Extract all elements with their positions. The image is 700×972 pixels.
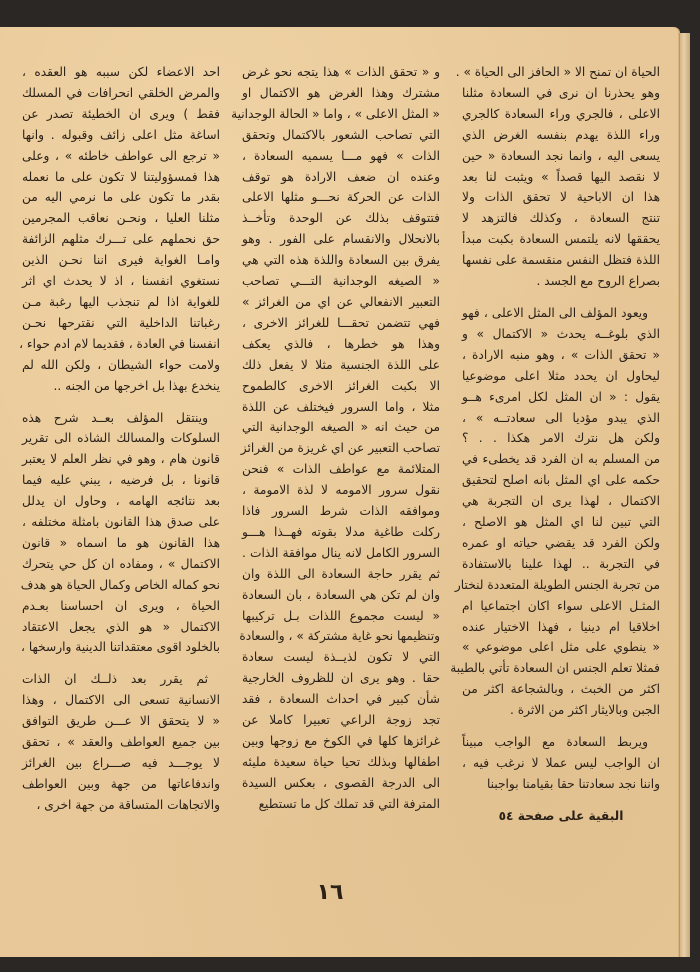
text-line: من تجربة الجنس الطويلة المتعددة لنختار — [454, 577, 660, 592]
text-line: شأن كبير في احداث السعادة ، فقد — [242, 692, 440, 707]
paragraph — [450, 303, 660, 721]
text-line: على اللذة الجنسية مثلا لا يفعل ذلك — [242, 357, 440, 372]
text-line: ويربط السعادة مع الواجب مبيناً — [462, 735, 648, 750]
text-line: وان لم تكن هي السعادة ، بان السعادة — [242, 587, 440, 602]
text-line: مثلا ، واما السرور فيختلف عن اللذة — [242, 399, 440, 414]
page-number: ١٦ — [316, 880, 344, 905]
text-line: الحياة ، ويرى ان احساسنا بعـدم — [22, 598, 220, 613]
text-line: وهذا هو خطرها ، فالذي يعكف — [242, 336, 440, 351]
text-line: « ينطوي على مثل اعلى موضوعي » — [462, 640, 660, 655]
text-line: والاتجاهات المتساقة من جهة اخرى ، — [36, 797, 220, 812]
text-line: من المسلم به ان الفرد قد يخطىء في — [462, 452, 660, 467]
text-line: السلوكات والمسالك الشاذه الى تقرير — [22, 431, 220, 446]
text-line: قانونا ، بل فرضيه ، يبني عليه فيما — [22, 473, 220, 488]
article-columns — [19, 62, 660, 827]
text-line: « المثل الاعلى » ، واما « الحالة الوجدانية — [231, 106, 440, 121]
text-line: فتتوقف بذلك عن الوحدة وتأخــذ — [242, 211, 440, 226]
text-line: يسعى اليه ، وانما نجد السعادة « حين — [462, 148, 660, 163]
text-line: بالانحلال والانقسام على الفور . وهو — [242, 232, 440, 247]
text-line: ثم يقرر حاجة السعادة الى اللذة وان — [242, 566, 440, 581]
text-line: ولامت حواء الشيطان ، ولكن الله لم — [22, 357, 220, 372]
text-line: اطفالها وبذلك تحيا حياة سعيدة مليئه — [242, 754, 440, 769]
paragraph — [22, 669, 220, 815]
paragraph — [455, 62, 660, 292]
text-line: الى الدرجة القصوى ، بعكس السيدة — [242, 775, 440, 790]
text-line: وتنظيمها نحو غاية مشتركة » ، والسعادة — [239, 629, 440, 644]
text-line: ثم يقرر بعد ذلــك ان الذات — [22, 672, 208, 687]
text-line: تجد زوجة الراعي تعبيرا كاملا عن — [242, 713, 440, 728]
text-line: هذا فمسؤوليتنا لا تكون على ما نعمله — [22, 169, 220, 184]
paragraph — [19, 62, 220, 397]
text-line: فهي تتضمن تحقـــا للغرائز الاخرى ، — [242, 315, 440, 330]
text-line: الا بكبت الغرائز الاخرى كالطموح — [242, 378, 440, 393]
text-line: التعبير الانفعالي عن اي من الغرائز » — [242, 294, 440, 309]
text-line: نقول سرور الامومه لا لذة الامومة ، — [242, 483, 440, 498]
text-line: الاعلى ، فالجري وراء السعادة كالجري — [462, 106, 660, 121]
text-line: واننا نجد سعادتنا حقا بقيامنا بواجبنا — [486, 776, 660, 791]
text-line: الذي يبدو مؤديا الى سعادتــه » ، — [462, 410, 660, 425]
paragraph — [462, 732, 660, 795]
text-line: ركلت طاغية مدلا بقوته فهــذا هـــو — [242, 524, 440, 539]
text-line: بالخلود اقوى معتقداتنا الدينية وارسخها ، — [21, 640, 220, 655]
text-line: واندفاعاتها من جهة وبين العواطف — [22, 776, 220, 791]
text-line: على صدق هذا القانون بامثلة مختلفه ، — [22, 515, 220, 530]
text-line: المترفة التي قد تملك كل ما تستطيع — [258, 796, 440, 811]
text-line: « ترجع الى عواطف خاطئه » ، وعلى — [22, 148, 220, 163]
text-line: نستغوي انفسنا ، اذ لا يحدث اي اثر — [22, 274, 220, 289]
text-line: لا يوجـــد فيه صـــراع بين الغرائز — [22, 756, 220, 770]
paragraph — [231, 62, 440, 815]
text-line: وامـا الغواية فيرى اننا نحـن الذين — [22, 253, 220, 268]
text-line: وموافقه الذات شرط السرور فاذا — [242, 504, 440, 519]
text-line: احد الاعضاء لكن سببه هو العقده ، — [22, 65, 220, 79]
text-line: الذي بلوغــه يحدث « الاكتمال » و — [462, 326, 660, 341]
column-middle — [231, 62, 440, 827]
text-line: قانون هام ، وهو في نظر العلم لا يعتبر — [22, 452, 220, 467]
text-line: بين جميع العواطف والعقد » ، تحقق — [22, 735, 220, 750]
text-line: و « تحقق الذات » هذا يتجه نحو غرض — [242, 65, 440, 79]
text-line: تنتج السعادة ، وكذلك فالتزهد لا — [462, 211, 660, 226]
text-line: « ليست مجموع اللذات بـل تركيبها — [242, 608, 440, 623]
text-line: وينتقل المؤلف بعــد شرح هذه — [22, 410, 208, 425]
column-left — [450, 62, 660, 827]
text-line: المثـل الاعلى سواء اكان اجتماعيا ام — [462, 598, 660, 613]
text-line: والمرض الخلقي انحرافات في المسلك — [22, 85, 220, 100]
text-line: رغباتنا الداخلية التي نقترحها نحـن — [22, 315, 220, 330]
text-line: مثلنا العليا ، ونحـن نعاقب المجرمين — [22, 211, 220, 226]
text-line: حقا . وهو يرى ان للظروف الخارجية — [242, 671, 440, 686]
page-stack-edge — [679, 33, 690, 957]
text-line: اخلاقيا ام دينيا ، فهذا الاختيار عنده — [462, 619, 660, 634]
text-line: التي تبين لنا اي المثل هو الاصلح ، — [462, 515, 660, 530]
text-line: وعنده ان ضعف الارادة هو توقف — [242, 169, 440, 184]
text-line: المتلائمة مع عواطف الذات » فنحن — [242, 462, 440, 477]
text-line: الذات عن الحركة نحـــو مثلها الاعلى — [242, 190, 440, 205]
column-right — [19, 62, 220, 827]
text-line: التي تصاحب الشعور بالاكتمال وتحقق — [242, 127, 440, 142]
text-line: بعد نتائجه الهامه ، وحاول ان يدلل — [22, 494, 220, 509]
text-line: يحققها لانه يلتمس السعادة بكبت مبدأ — [462, 232, 660, 247]
text-line: للغواية اذا لم تنجذب اليها رغبة مـن — [22, 294, 220, 309]
text-line: في التجربة .. لهذا علينا بالاستفادة — [462, 556, 660, 571]
text-line: ينخدع بهذا بل اخرجها من الجنه .. — [53, 378, 220, 393]
text-line: لا نقصد اليها قصداً » ويثبت لنا بعد — [462, 169, 660, 184]
text-line: الحياة ان تمنح الا « الحافز الى الحياة » . — [455, 65, 660, 79]
text-line: « تحقق الذات » ، وهو منبه الارادة ، — [462, 347, 660, 362]
text-line: الجبن وبالايثار اكثر من الاثرة . — [509, 703, 660, 718]
text-line: الاكتمال ، لهذا يرى ان التجربة هي — [462, 494, 660, 509]
text-line: بصراع الروح مع الجسد . — [536, 274, 660, 289]
text-line: « لا يتحقق الا عـــن طريق التوافق — [22, 714, 220, 729]
text-line: تصاحب التعبير عن اي غريزة من الغرائز — [240, 441, 440, 456]
text-line: حق نحملهم على تـــرك مثلهم الزائفة — [22, 232, 220, 247]
text-line: هذا ان الاباحية لا تحقق الذات ولا — [462, 190, 660, 205]
continued-on-page-note: البقية على صفحة ٥٤ — [498, 808, 624, 823]
text-line: ان الواجب ليس عملا لا نرغب فيه ، — [462, 756, 660, 770]
text-line: هذا القانون هو ما اسماه « قانون — [22, 535, 220, 550]
text-line: حكمه على اي المثل بانه اصلح لتحقيق — [462, 473, 660, 488]
text-line: وراء اللذة يهدم بنفسه الغرض الذي — [462, 127, 660, 142]
text-line: « الصيغه الوجدانية التـــي تصاحب — [242, 274, 440, 289]
text-line: وهو يحذرنا ان نرى في السعادة مثلنا — [462, 85, 660, 100]
text-line: الانسانية تسعى الى الاكتمال ، وهذا — [22, 693, 220, 708]
text-line: فمثلا تعلم الجنس ان السعادة تأتي بالطيبة — [450, 661, 660, 676]
text-line: اكثر من الخبث ، وبالشجاعة اكثر من — [462, 682, 660, 697]
text-line: فقط ) ويرى ان الخطيئة تصدر عن — [22, 106, 220, 121]
text-line: ليحاول ان يحدد مثلا اعلى موضوعيا — [462, 368, 660, 383]
text-line: ولكن هل نترك الامر هكذا . . ؟ — [462, 431, 660, 446]
text-line: السرور الكامل لانه ينال موافقة الذات . — [242, 545, 440, 560]
text-line: يقول : « ان المثل لكل امرىء هــو — [462, 389, 660, 404]
text-line: ولكن الفرد قد يقضي حياته او عمره — [462, 535, 660, 550]
text-line: الذات » فهو مـــا يسميه السعادة ، — [242, 148, 440, 163]
text-line: اساغة مثل اعلى زائف وقبوله . وانها — [22, 127, 220, 142]
text-line: الاكتمال « هو الذي يجعل الاعتقاد — [22, 619, 220, 634]
text-line: مشترك وهذا الغرض هو الاكتمال او — [242, 85, 440, 100]
text-line: بقدر ما تكون على ما نرمي اليه من — [22, 190, 220, 205]
text-line: يفرق بين السعادة واللذة هذه التي هي — [242, 253, 440, 268]
text-line: التي لا تكون لذيــذة ليست سعادة — [242, 650, 440, 665]
text-line: انفسنا في العادة ، فقديما لام ادم حواء ، — [19, 336, 220, 351]
text-line: ويعود المؤلف الى المثل الاعلى ، فهو — [462, 305, 648, 320]
text-line: غرائزها كلها في الكوخ مع زوجها وبين — [242, 734, 440, 748]
text-line: نحو كماله الخاص وكمال الحياة هو هدف — [20, 577, 220, 592]
text-line: اللذة فتظل النفس منقسمة على نفسها — [462, 253, 660, 268]
text-line: من حيث انه « الصيغه الوجدانية التي — [242, 420, 440, 435]
paragraph — [22, 408, 220, 659]
text-line: الاكتمال » ، ومفاده ان كل حي يتحرك — [22, 556, 220, 571]
